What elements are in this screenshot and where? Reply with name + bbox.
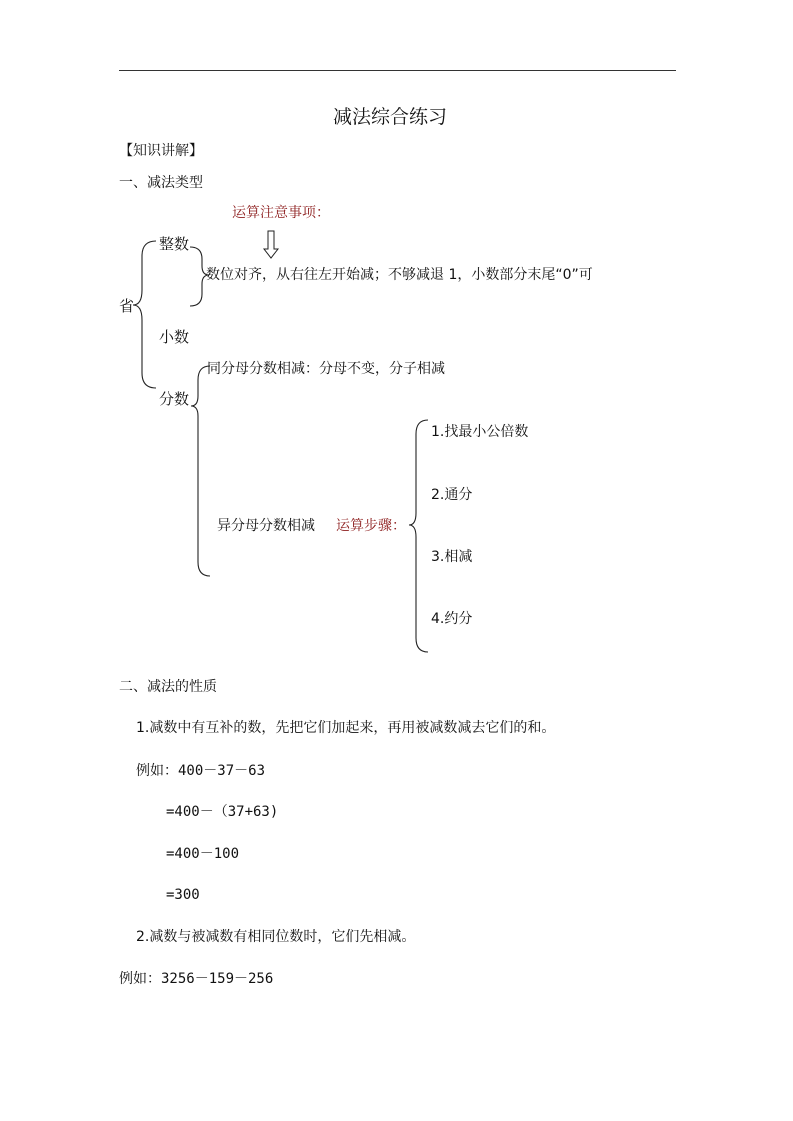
example-expression: 3256－159－256 [161,971,274,987]
example-1-label [136,764,265,778]
different-denominator-label: 异分母分数相减 [217,518,315,534]
step-item: 3.相减 [431,549,473,565]
steps-brace [409,420,428,652]
note-label: 运算注意事项： [232,205,330,221]
example-step: =400－100 [166,846,240,862]
example-2-label [119,972,273,986]
section-2-heading: 二、减法的性质 [119,679,217,695]
same-denominator-rule: 同分母分数相减：分母不变，分子相减 [207,361,445,377]
property-rule-1: 1.减数中有互补的数，先把它们加起来，再用被减数减去它们的和。 [136,720,556,736]
step-item: 1.找最小公倍数 [431,424,529,440]
example-step: =300 [166,887,200,903]
type-fraction: 分数 [159,390,190,408]
root-label: 省 [119,297,135,315]
type-decimal: 小数 [159,328,190,346]
main-brace [133,241,156,388]
example-expression: 400－37－63 [178,763,266,779]
steps-label: 运算步骤： [336,518,406,534]
integer-decimal-rule: 数位对齐，从右往左开始减；不够减退 1，小数部分末尾“0”可 [206,267,593,283]
down-arrow-icon [264,231,278,258]
step-item: 4.约分 [431,611,473,627]
type-integer: 整数 [159,235,190,253]
section-tag: 【知识讲解】 [119,143,203,159]
example-label: 例如： [119,971,161,987]
property-rule-2: 2.减数与被减数有相同位数时，它们先相减。 [136,929,416,945]
fraction-brace [191,366,210,576]
example-label: 例如： [136,763,178,779]
example-step: =400－（37+63) [166,804,279,820]
section-1-heading: 一、减法类型 [119,175,203,191]
page-title: 减法综合练习 [333,106,448,128]
step-item: 2.通分 [431,487,473,503]
